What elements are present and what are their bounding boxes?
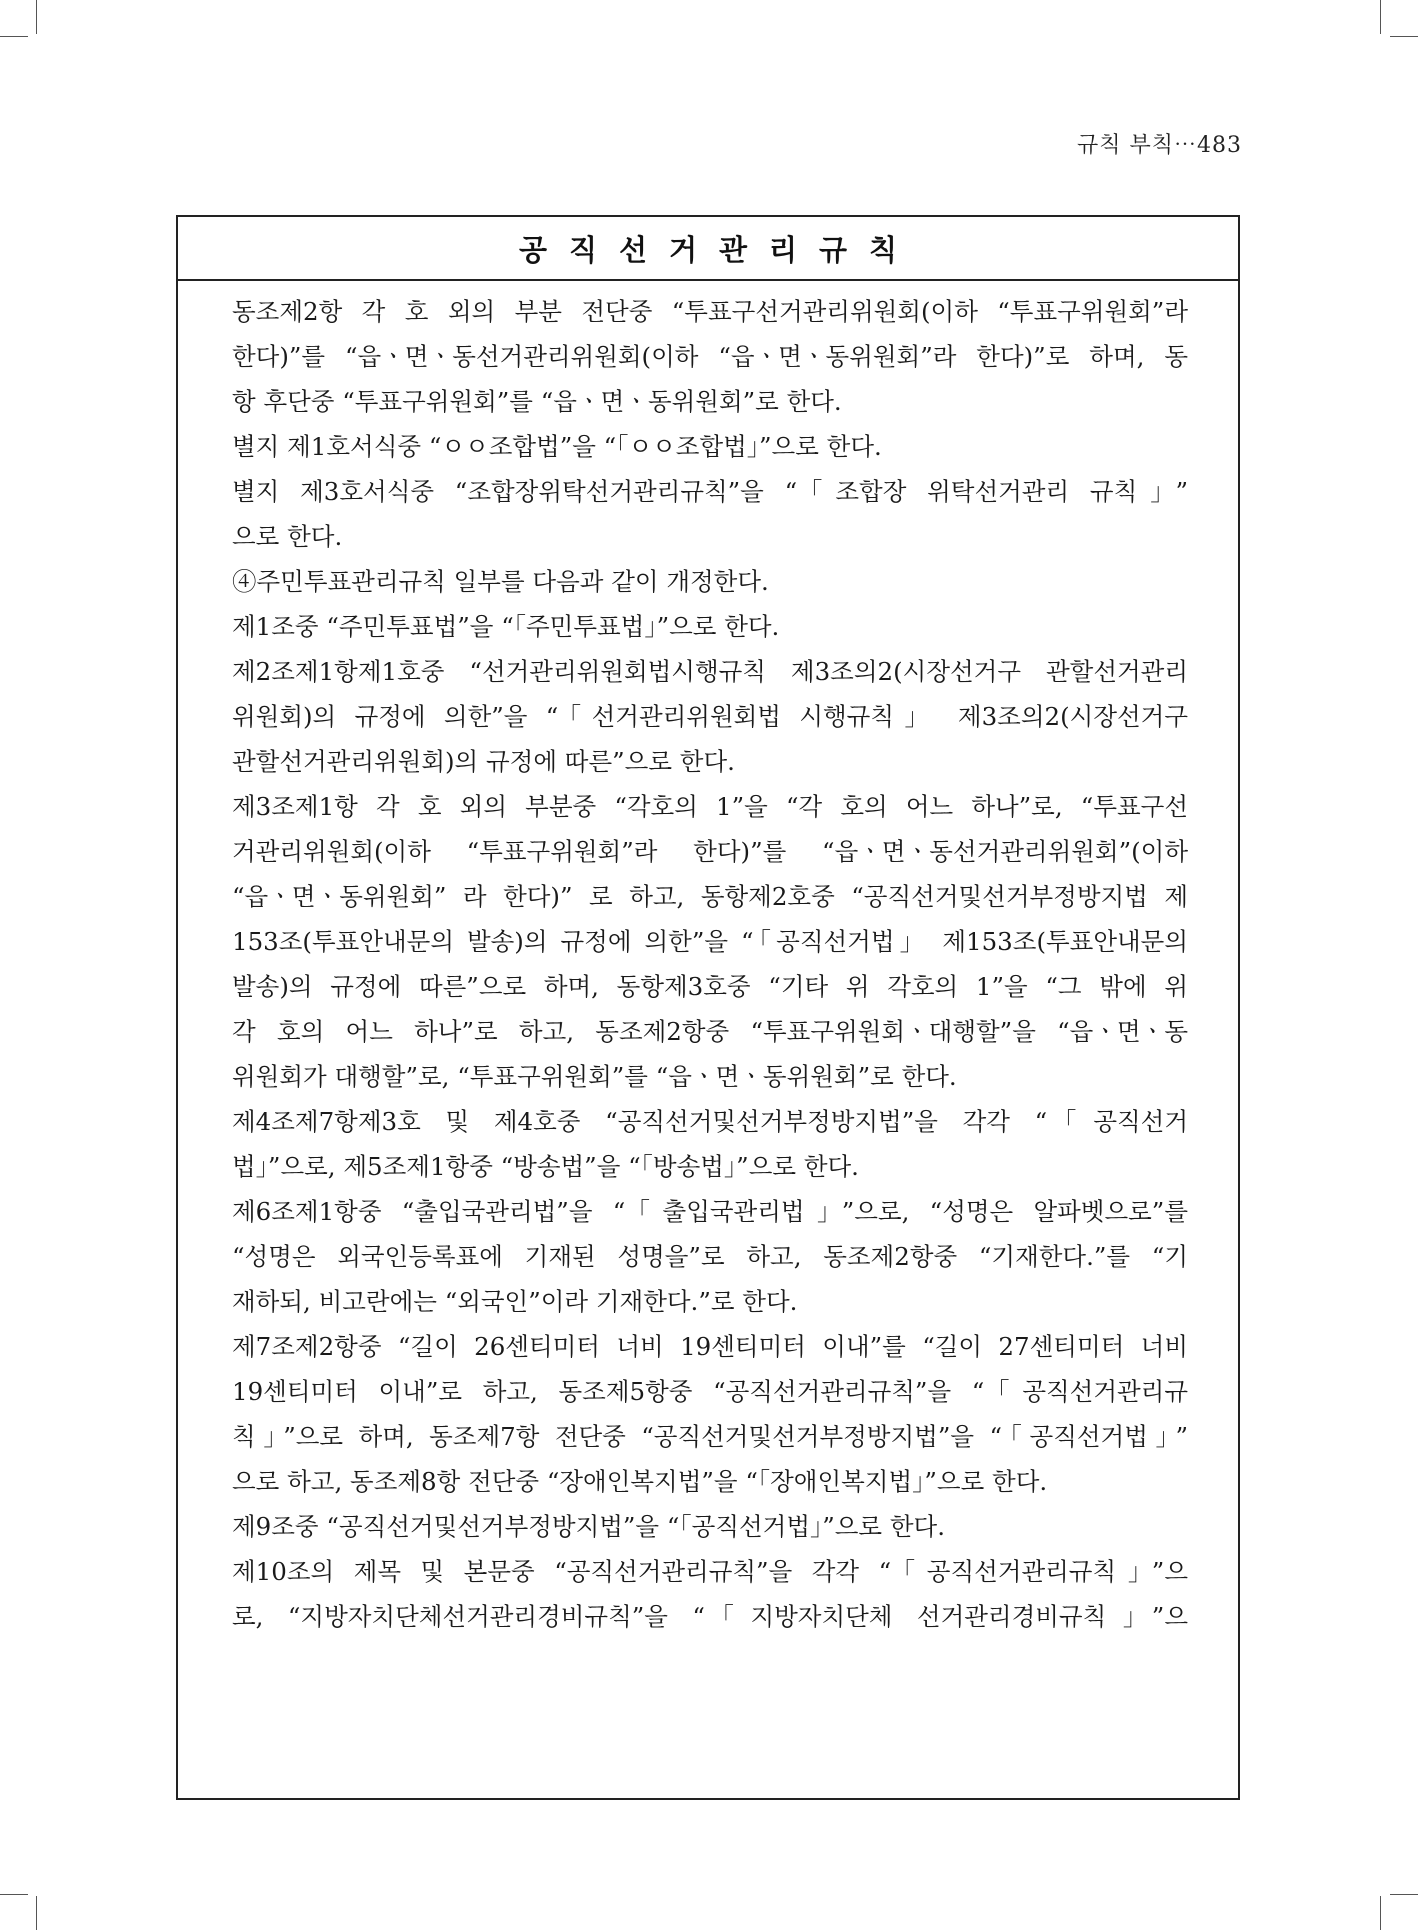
crop-mark [0,36,28,37]
text-line: ④주민투표관리규칙 일부를 다음과 같이 개정한다. [232,567,769,596]
body-text [178,281,1238,1639]
text-line: 제9조중 “공직선거및선거부정방지법”을 “「공직선거법」”으로 한다. [232,1512,946,1541]
text-line: 로, “지방자치단체선거관리경비규칙”을 “「지방자치단체 선거관리경비규칙」”으 [232,1602,1188,1631]
text-line: 별지 제1호서식중 “ㅇㅇ조합법”을 “「ㅇㅇ조합법」”으로 한다. [232,432,882,461]
text-line: 153조(투표안내문의 발송)의 규정에 의한”을 “「공직선거법」 제153조(투표안내문의 [232,927,1188,956]
text-line: 동조제2항 각 호 외의 부분 전단중 “투표구선거관리위원회(이하 “투표구위원회”라 [232,297,1188,326]
text-line: 제6조제1항중 “출입국관리법”을 “「출입국관리법」”으로, “성명은 알파벳으로”를 [232,1197,1188,1226]
document-title: 공직선거관리규칙 [518,232,920,267]
text-line: 19센티미터 이내”로 하고, 동조제5항중 “공직선거관리규칙”을 “「공직선거관리규 [232,1377,1188,1406]
text-line: 거관리위원회(이하 “투표구위원회”라 한다)”를 “읍ㆍ면ㆍ동선거관리위원회”(이하 [232,837,1188,866]
text-line: 한다)”를 “읍ㆍ면ㆍ동선거관리위원회(이하 “읍ㆍ면ㆍ동위원회”라 한다)”로 하며, 동 [232,342,1188,371]
text-line: 제3조제1항 각 호 외의 부분중 “각호의 1”을 “각 호의 어느 하나”로, “투표구선 [232,792,1188,821]
text-line: 별지 제3호서식중 “조합장위탁선거관리규칙”을 “「조합장 위탁선거관리 규칙」” [232,477,1188,506]
text-line: 관할선거관리위원회)의 규정에 따른”으로 한다. [232,747,735,776]
running-head: 규칙 부칙⋯483 [1077,133,1242,158]
text-line: 칙」”으로 하며, 동조제7항 전단중 “공직선거및선거부정방지법”을 “「공직선거법」” [232,1422,1188,1451]
text-line: 제7조제2항중 “길이 26센티미터 너비 19센티미터 이내”를 “길이 27센티미터 너비 [232,1332,1188,1361]
text-line: 으로 하고, 동조제8항 전단중 “장애인복지법”을 “「장애인복지법」”으로 한다. [232,1467,1048,1496]
text-line: “성명은 외국인등록표에 기재된 성명을”로 하고, 동조제2항중 “기재한다.”를 “기 [232,1242,1188,1271]
title-row [178,217,1238,281]
crop-mark [1380,1896,1381,1930]
text-line: 제1조중 “주민투표법”을 “「주민투표법」”으로 한다. [232,612,780,641]
text-line: 항 후단중 “투표구위원회”를 “읍ㆍ면ㆍ동위원회”로 한다. [232,387,842,416]
crop-mark [36,1896,37,1930]
text-line: “읍ㆍ면ㆍ동위원회” 라 한다)” 로 하고, 동항제2호중 “공직선거및선거부정방지법 제 [232,882,1188,911]
text-line: 발송)의 규정에 따른”으로 하며, 동항제3호중 “기타 위 각호의 1”을 “그 밖에 위 [232,972,1188,1001]
text-line: 위원회가 대행할”로, “투표구위원회”를 “읍ㆍ면ㆍ동위원회”로 한다. [232,1062,957,1091]
crop-mark [1380,0,1381,34]
text-line: 위원회)의 규정에 의한”을 “「선거관리위원회법 시행규칙」 제3조의2(시장선거구 [232,702,1188,731]
text-line: 재하되, 비고란에는 “외국인”이라 기재한다.”로 한다. [232,1287,798,1316]
crop-mark [1390,36,1418,37]
text-line: 법」”으로, 제5조제1항중 “방송법”을 “「방송법」”으로 한다. [232,1152,859,1181]
text-line: 각 호의 어느 하나”로 하고, 동조제2항중 “투표구위원회ㆍ대행할”을 “읍ㆍ면ㆍ동 [232,1017,1188,1046]
content-box [176,215,1240,1800]
crop-mark [36,0,37,34]
text-line: 제4조제7항제3호 및 제4호중 “공직선거및선거부정방지법”을 각각 “「공직선거 [232,1107,1188,1136]
text-line: 제2조제1항제1호중 “선거관리위원회법시행규칙 제3조의2(시장선거구 관할선거관리 [232,657,1188,686]
crop-mark [1390,1894,1418,1895]
text-line: 으로 한다. [232,522,343,551]
text-line: 제10조의 제목 및 본문중 “공직선거관리규칙”을 각각 “「공직선거관리규칙」”으 [232,1557,1188,1586]
crop-mark [0,1894,28,1895]
